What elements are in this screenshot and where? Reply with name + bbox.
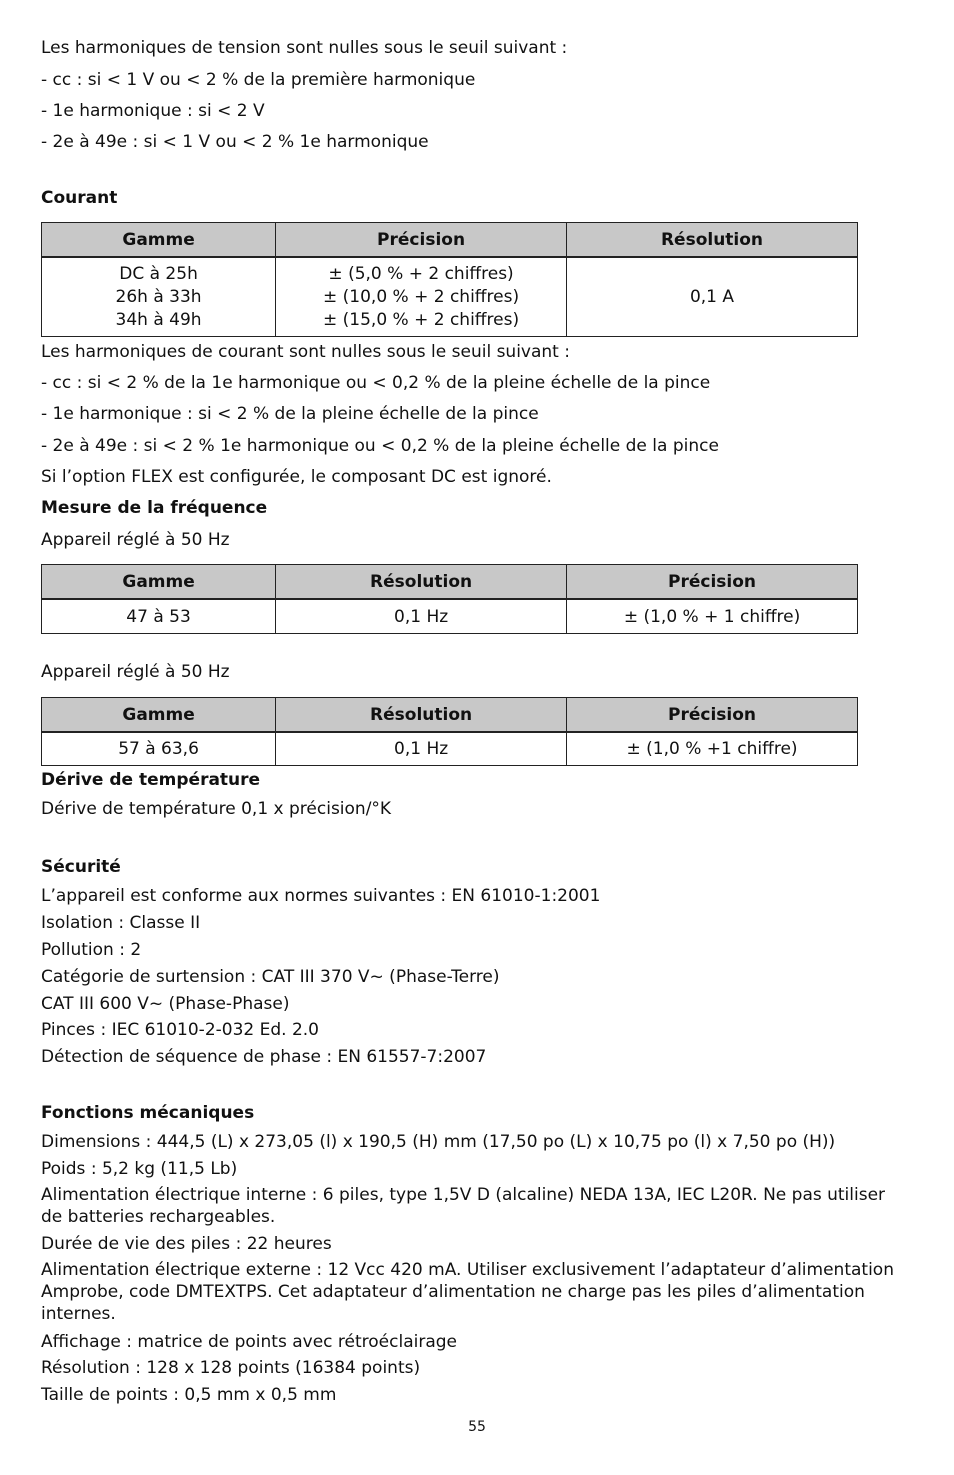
table-header-row: [42, 698, 858, 733]
cell-resolution: 0,1 Hz: [276, 732, 567, 766]
heading-courant: Courant: [41, 188, 118, 208]
securite-line-7: Détection de séquence de phase : EN 61557-7:2007: [41, 1047, 487, 1067]
courant-note-1: Les harmoniques de courant sont nulles sous le seuil suivant :: [41, 342, 570, 362]
gamme-value-3: 34h à 49h: [115, 309, 202, 330]
mecanique-line-8: Taille de points : 0,5 mm x 0,5 mm: [41, 1385, 337, 1405]
gamme-value-1: DC à 25h: [119, 263, 198, 284]
mecanique-line-5: Alimentation électrique externe : 12 Vcc 420 mA. Utiliser exclusivement l’adaptateur d’alimentation Amprobe, code DMTEXTPS. Cet adaptateur d’alimentation ne charge pas les piles d’alimentation internes.: [41, 1260, 894, 1324]
col-header-gamme: Gamme: [42, 698, 276, 733]
courant-note-4: - 2e à 49e : si < 2 % 1e harmonique ou < 0,2 % de la pleine échelle de la pince: [41, 436, 719, 456]
table-row: [42, 599, 858, 634]
heading-derive: Dérive de température: [41, 770, 261, 790]
cell-precision: [276, 257, 567, 337]
cell-gamme: 57 à 63,6: [42, 732, 276, 766]
col-header-gamme: Gamme: [42, 565, 276, 600]
heading-frequence: Mesure de la fréquence: [41, 498, 268, 518]
col-header-precision: Précision: [567, 565, 858, 600]
securite-line-2: Isolation : Classe II: [41, 913, 201, 933]
intro-line-4: - 2e à 49e : si < 1 V ou < 2 % 1e harmonique: [41, 132, 429, 152]
courant-table: [41, 222, 858, 337]
table-row: [42, 732, 858, 766]
col-header-resolution: Résolution: [276, 565, 567, 600]
cell-resolution: 0,1 A: [567, 257, 858, 337]
securite-line-3: Pollution : 2: [41, 940, 142, 960]
derive-text: Dérive de température 0,1 x précision/°K: [41, 799, 392, 819]
securite-line-1: L’appareil est conforme aux normes suivantes : EN 61010-1:2001: [41, 886, 601, 906]
table-header-row: [42, 565, 858, 600]
securite-line-6: Pinces : IEC 61010-2-032 Ed. 2.0: [41, 1020, 319, 1040]
table-header-row: [42, 223, 858, 258]
table-row: [42, 257, 858, 337]
frequence-sub-2: Appareil réglé à 50 Hz: [41, 662, 230, 682]
mecanique-line-6: Affichage : matrice de points avec rétroéclairage: [41, 1332, 457, 1352]
intro-line-1: Les harmoniques de tension sont nulles sous le seuil suivant :: [41, 38, 568, 58]
precision-value-1: ± (5,0 % + 2 chiffres): [328, 263, 514, 284]
cell-gamme: 47 à 53: [42, 599, 276, 634]
intro-line-3: - 1e harmonique : si < 2 V: [41, 101, 265, 121]
col-header-resolution: Résolution: [276, 698, 567, 733]
cell-resolution: 0,1 Hz: [276, 599, 567, 634]
cell-precision: ± (1,0 % + 1 chiffre): [567, 599, 858, 634]
gamme-value-2: 26h à 33h: [115, 286, 202, 307]
col-header-gamme: Gamme: [42, 223, 276, 258]
frequence-sub-1: Appareil réglé à 50 Hz: [41, 530, 230, 550]
precision-value-3: ± (15,0 % + 2 chiffres): [323, 309, 520, 330]
mecanique-line-2: Poids : 5,2 kg (11,5 Lb): [41, 1159, 238, 1179]
cell-precision: ± (1,0 % +1 chiffre): [567, 732, 858, 766]
securite-line-5: CAT III 600 V~ (Phase-Phase): [41, 994, 290, 1014]
frequence-table-1: [41, 564, 858, 634]
cell-gamme: [42, 257, 276, 337]
col-header-resolution: Résolution: [567, 223, 858, 258]
intro-line-2: - cc : si < 1 V ou < 2 % de la première harmonique: [41, 70, 476, 90]
securite-line-4: Catégorie de surtension : CAT III 370 V~ (Phase-Terre): [41, 967, 500, 987]
col-header-precision: Précision: [276, 223, 567, 258]
mecanique-line-7: Résolution : 128 x 128 points (16384 points): [41, 1358, 421, 1378]
frequence-table-2: [41, 697, 858, 766]
col-header-precision: Précision: [567, 698, 858, 733]
heading-mecanique: Fonctions mécaniques: [41, 1103, 255, 1123]
heading-securite: Sécurité: [41, 857, 121, 877]
courant-note-5: Si l’option FLEX est configurée, le composant DC est ignoré.: [41, 467, 552, 487]
page-number: 55: [468, 1419, 486, 1435]
mecanique-line-4: Durée de vie des piles : 22 heures: [41, 1234, 332, 1254]
mecanique-line-3: Alimentation électrique interne : 6 piles, type 1,5V D (alcaline) NEDA 13A, IEC L20R. Ne pas utiliser de batteries rechargeables.: [41, 1185, 886, 1227]
courant-note-3: - 1e harmonique : si < 2 % de la pleine échelle de la pince: [41, 404, 539, 424]
courant-note-2: - cc : si < 2 % de la 1e harmonique ou < 0,2 % de la pleine échelle de la pince: [41, 373, 711, 393]
mecanique-line-1: Dimensions : 444,5 (L) x 273,05 (l) x 190,5 (H) mm (17,50 po (L) x 10,75 po (l) x 7,50 po (H)): [41, 1132, 836, 1152]
precision-value-2: ± (10,0 % + 2 chiffres): [323, 286, 520, 307]
